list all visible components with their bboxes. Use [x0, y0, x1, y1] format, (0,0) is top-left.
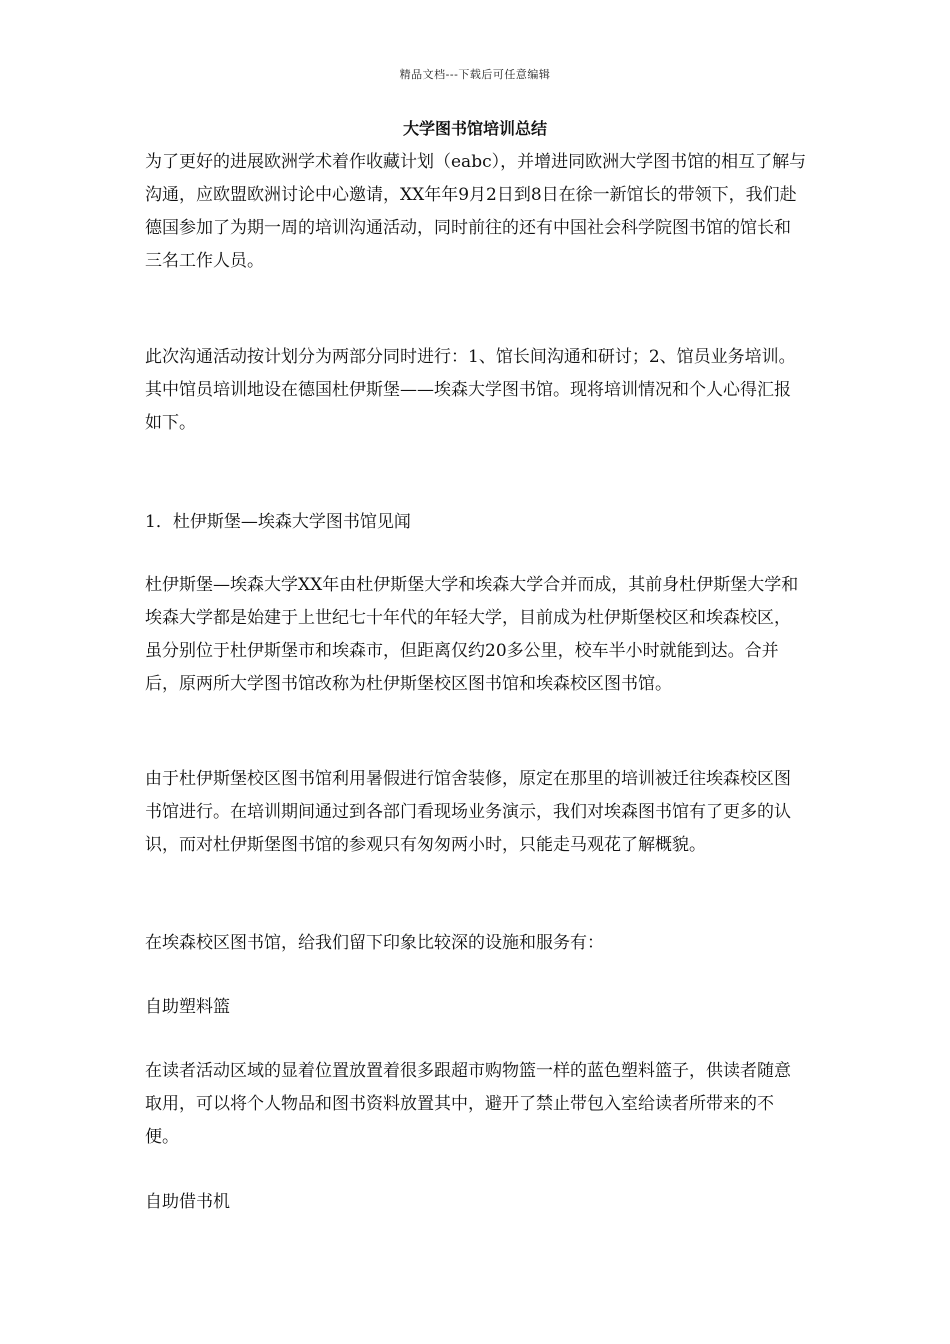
- paragraph-basket-description: 在读者活动区域的显着位置放置着很多跟超市购物篮一样的蓝色塑料篮子，供读者随意取用，可以将个人物品和图书资料放置其中，避开了禁止带包入室给读者所带来的不便。: [145, 1061, 791, 1147]
- section-heading-library-visit: 1．杜伊斯堡—埃森大学图书馆见闻: [145, 512, 411, 532]
- page-header: 精品文档---下载后可任意编辑: [399, 68, 551, 81]
- paragraph-activity-plan: 此次沟通活动按计划分为两部分同时进行：1、馆长间沟通和研讨；2、馆员业务培训。其中馆员培训地设在德国杜伊斯堡——埃森大学图书馆。现将培训情况和个人心得汇报如下。: [145, 347, 796, 433]
- paragraph-intro: 为了更好的进展欧洲学术着作收藏计划（eabc），并增进同欧洲大学图书馆的相互了解与沟通，应欧盟欧洲讨论中心邀请，XX年年9月2日到8日在徐一新馆长的带领下，我们赴德国参加了为期一周的培训沟通活动，同时前往的还有中国社会科学院图书馆的馆长和三名工作人员。: [145, 152, 807, 271]
- paragraph-facilities-intro: 在埃森校区图书馆，给我们留下印象比较深的设施和服务有：: [145, 933, 604, 953]
- paragraph-training-location: 由于杜伊斯堡校区图书馆利用暑假进行馆舍装修，原定在那里的培训被迁往埃森校区图书馆进行。在培训期间通过到各部门看现场业务演示，我们对埃森图书馆有了更多的认识，而对杜伊斯堡图书馆的参观只有匆匆两小时，只能走马观花了解概貌。: [145, 769, 791, 855]
- subheading-self-checkout-machine: 自助借书机: [145, 1192, 230, 1212]
- subheading-self-service-basket: 自助塑料篮: [145, 997, 230, 1017]
- document-title: 大学图书馆培训总结: [402, 119, 547, 138]
- paragraph-university-history: 杜伊斯堡—埃森大学XX年由杜伊斯堡大学和埃森大学合并而成，其前身杜伊斯堡大学和埃森大学都是始建于上世纪七十年代的年轻大学，目前成为杜伊斯堡校区和埃森校区，虽分别位于杜伊斯堡市和埃森市，但距离仅约20多公里，校车半小时就能到达。合并后，原两所大学图书馆改称为杜伊斯堡校区图书馆和埃森校区图书馆。: [145, 575, 799, 694]
